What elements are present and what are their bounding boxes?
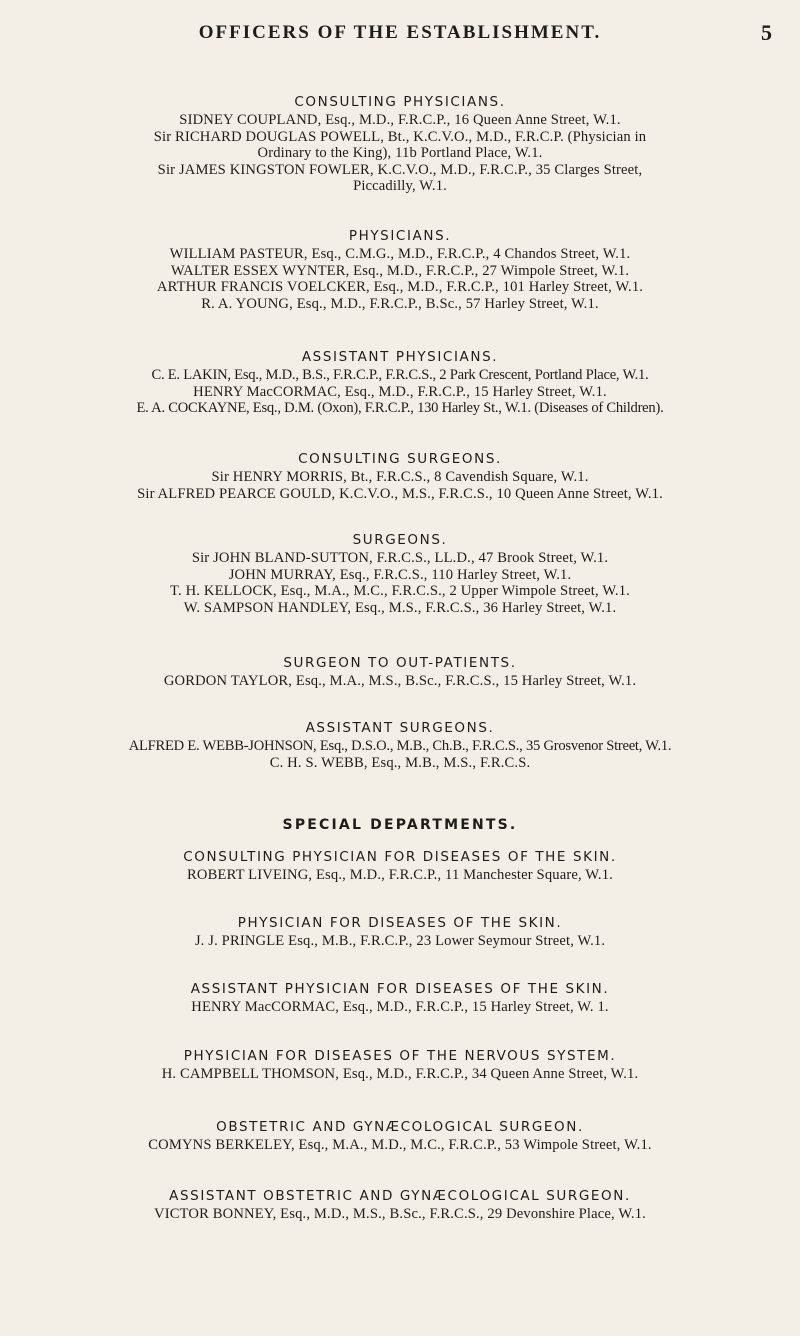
entry-line: HENRY MacCORMAC, Esq., M.D., F.R.C.P., 15 Harley Street, W.1.	[193, 383, 607, 400]
entry-line: E. A. COCKAYNE, Esq., D.M. (Oxon), F.R.C.P., 130 Harley St., W.1. (Diseases of Children).	[136, 400, 664, 416]
entry-line: SIDNEY COUPLAND, Esq., M.D., F.R.C.P., 16 Queen Anne Street, W.1.	[179, 112, 621, 128]
section-heading: PHYSICIAN FOR DISEASES OF THE SKIN.	[237, 915, 563, 931]
section-heading: SURGEON TO OUT-PATIENTS.	[283, 655, 517, 671]
entry-line: ARTHUR FRANCIS VOELCKER, Esq., M.D., F.R.C.P., 101 Harley Street, W.1.	[156, 279, 644, 295]
entry-line: C. H. S. WEBB, Esq., M.B., M.S., F.R.C.S.	[269, 754, 531, 771]
entry-line: Ordinary to the King), 11b Portland Place, W.1.	[257, 145, 543, 161]
section-assistant-physicians	[0, 347, 800, 417]
section-heading: CONSULTING PHYSICIANS.	[294, 94, 506, 110]
section-heading: ASSISTANT PHYSICIANS.	[301, 349, 499, 365]
entry-line: GORDON TAYLOR, Esq., M.A., M.S., B.Sc., F.R.C.S., 15 Harley Street, W.1.	[163, 673, 637, 689]
section-surgeons	[0, 530, 800, 616]
entry-line: WILLIAM PASTEUR, Esq., C.M.G., M.D., F.R.C.P., 4 Chandos Street, W.1.	[169, 246, 631, 262]
section-consulting-surgeons	[0, 449, 800, 502]
entry-line: Sir HENRY MORRIS, Bt., F.R.C.S., 8 Cavendish Square, W.1.	[211, 469, 589, 485]
special-departments-heading: SPECIAL DEPARTMENTS.	[282, 817, 518, 833]
entry-line: ALFRED E. WEBB-JOHNSON, Esq., D.S.O., M.B., Ch.B., F.R.C.S., 35 Grosvenor Street, W.1.	[128, 738, 672, 754]
entry-line: VICTOR BONNEY, Esq., M.D., M.S., B.Sc., F.R.C.S., 29 Devonshire Place, W.1.	[154, 1206, 646, 1222]
section-heading: PHYSICIANS.	[348, 228, 452, 244]
entry-line: J. J. PRINGLE Esq., M.B., F.R.C.P., 23 Lower Seymour Street, W.1.	[194, 933, 606, 949]
section-heading: ASSISTANT PHYSICIAN FOR DISEASES OF THE SKIN.	[190, 981, 610, 997]
entry-line: WALTER ESSEX WYNTER, Esq., M.D., F.R.C.P., 27 Wimpole Street, W.1.	[170, 262, 630, 279]
section-heading: CONSULTING SURGEONS.	[298, 451, 502, 467]
entry-line: T. H. KELLOCK, Esq., M.A., M.C., F.R.C.S., 2 Upper Wimpole Street, W.1.	[170, 583, 630, 599]
section-special-departments	[0, 815, 800, 835]
page-number: 5	[761, 20, 772, 45]
entry-line: R. A. YOUNG, Esq., M.D., F.R.C.P., B.Sc., 57 Harley Street, W.1.	[201, 295, 599, 312]
entry-line: HENRY MacCORMAC, Esq., M.D., F.R.C.P., 15 Harley Street, W. 1.	[191, 999, 609, 1015]
entry-line: Piccadilly, W.1.	[353, 178, 447, 194]
section-heading: SURGEONS.	[352, 532, 448, 548]
section-consulting-physician-skin	[0, 847, 800, 884]
entry-line: ROBERT LIVEING, Esq., M.D., F.R.C.P., 11 Manchester Square, W.1.	[187, 867, 613, 883]
entry-line: W. SAMPSON HANDLEY, Esq., M.S., F.R.C.S., 36 Harley Street, W.1.	[183, 599, 617, 616]
entry-line: COMYNS BERKELEY, Esq., M.A., M.D., M.C., F.R.C.P., 53 Wimpole Street, W.1.	[148, 1137, 652, 1153]
running-title: OFFICERS OF THE ESTABLISHMENT.	[198, 22, 602, 43]
section-nervous-system	[0, 1046, 800, 1083]
section-heading: CONSULTING PHYSICIAN FOR DISEASES OF THE SKIN.	[183, 849, 617, 865]
section-obstetric	[0, 1117, 800, 1154]
entry-line: H. CAMPBELL THOMSON, Esq., M.D., F.R.C.P., 34 Queen Anne Street, W.1.	[161, 1066, 639, 1082]
section-heading: ASSISTANT SURGEONS.	[305, 720, 495, 736]
section-physicians	[0, 226, 800, 312]
entry-line: Sir ALFRED PEARCE GOULD, K.C.V.O., M.S., F.R.C.S., 10 Queen Anne Street, W.1.	[137, 485, 663, 502]
entry-line: Sir JOHN BLAND-SUTTON, F.R.C.S., LL.D., 47 Brook Street, W.1.	[191, 550, 609, 566]
section-heading: OBSTETRIC AND GYNÆCOLOGICAL SURGEON.	[216, 1119, 584, 1135]
entry-line: Sir RICHARD DOUGLAS POWELL, Bt., K.C.V.O., M.D., F.R.C.P. (Physician in	[153, 128, 647, 145]
entry-line: JOHN MURRAY, Esq., F.R.C.S., 110 Harley Street, W.1.	[228, 566, 572, 583]
section-consulting-physicians	[0, 92, 800, 195]
section-heading: PHYSICIAN FOR DISEASES OF THE NERVOUS SYSTEM.	[183, 1048, 617, 1064]
section-heading: ASSISTANT OBSTETRIC AND GYNÆCOLOGICAL SURGEON.	[169, 1188, 631, 1204]
section-assistant-surgeons	[0, 718, 800, 771]
entry-line: Sir JAMES KINGSTON FOWLER, K.C.V.O., M.D., F.R.C.P., 35 Clarges Street,	[157, 161, 643, 178]
section-assistant-physician-skin	[0, 979, 800, 1016]
entry-line: C. E. LAKIN, Esq., M.D., B.S., F.R.C.P., F.R.C.S., 2 Park Crescent, Portland Place, W.1.	[151, 367, 649, 383]
section-assistant-obstetric	[0, 1186, 800, 1223]
section-surgeon-out-patients	[0, 653, 800, 690]
section-physician-skin	[0, 913, 800, 950]
